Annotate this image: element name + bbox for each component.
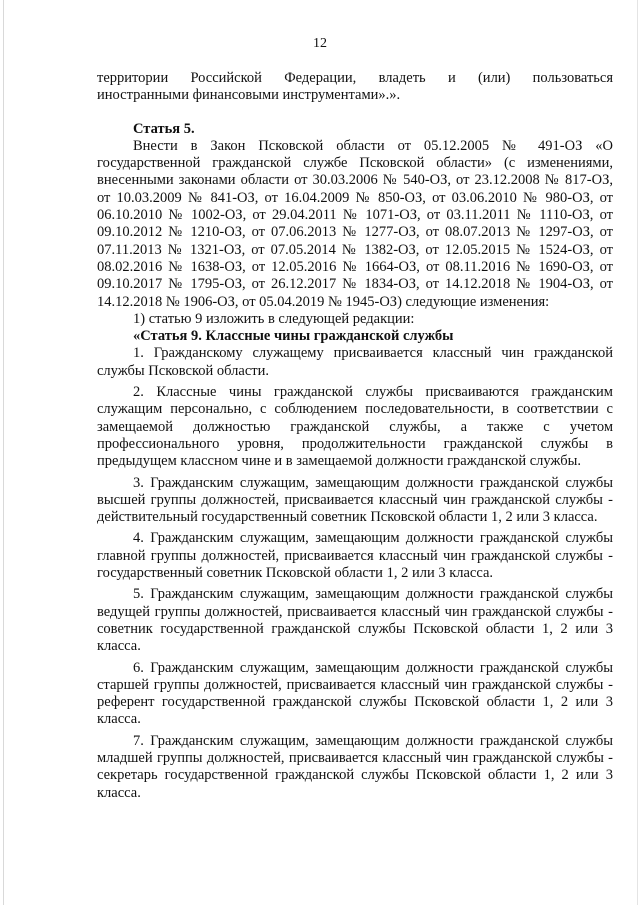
article-9-paragraph-6: 6. Гражданским служащим, замещающим должности гражданской службы старшей группы должностей, присваивается классный чин гражданской службы - референт государственной гражданской службы Псковской области 1, 2 или 3 класса. [97,659,613,728]
article-9-paragraph-4: 4. Гражданским служащим, замещающим должности гражданской службы главной группы должностей, присваивается классный чин гражданской службы - государственный советник Псковской области 1, 2 или 3 класса. [97,530,613,582]
scan-edge-left [3,0,4,905]
article-5-heading: Статья 5. [133,120,195,137]
scan-edge-right [637,0,638,905]
article-9-paragraph-5: 5. Гражданским служащим, замещающим должности гражданской службы ведущей группы должностей, присваивается классный чин гражданской службы - советник государственной гражданской службы Псковской области 1, 2 или 3 класса. [97,586,613,655]
article-9-heading: «Статья 9. Классные чины гражданской службы [133,328,454,345]
document-body [97,70,613,802]
intro-line-2: иностранными финансовыми инструментами».». [97,87,401,104]
amendment-item-1: 1) статью 9 изложить в следующей редакции: [133,310,415,327]
intro-line-1: территории Российской Федерации, владеть и (или) пользоваться [97,70,613,86]
article-5-body: Внести в Закон Псковской области от 05.12.2005 № 491-ОЗ «О государственной гражданской службе Псковской области» (с изменениями, внесенными законами области от 30.03.2006 № 540-ОЗ, от 23.12.2008 № 817-ОЗ, от 10.03.2009 № 841-ОЗ, от 16.04.2009 № 850-ОЗ, от 03.06.2010 № 980-ОЗ, от 06.10.2010 № 1002-ОЗ, от 29.04.2011 № 1071-ОЗ, от 03.11.2011 № 1110-ОЗ, от 09.10.2012 № 1210-ОЗ, от 07.06.2013 № 1277-ОЗ, от 08.07.2013 № 1297-ОЗ, от 07.11.2013 № 1321-ОЗ, от 07.05.2014 № 1382-ОЗ, от 12.05.2015 № 1524-ОЗ, от 08.02.2016 № 1638-ОЗ, от 12.05.2016 № 1664-ОЗ, от 08.11.2016 № 1690-ОЗ, от 09.10.2017 № 1795-ОЗ, от 26.12.2017 № 1834-ОЗ, от 14.12.2018 № 1904-ОЗ, от 14.12.2018 № 1906-ОЗ, от 05.04.2019 № 1945-ОЗ) следующие изменения: [97,137,613,310]
article-9-paragraph-1: 1. Гражданскому служащему присваивается классный чин гражданской службы Псковской области. [97,345,613,379]
article-9-paragraph-2: 2. Классные чины гражданской службы присваиваются гражданским служащим персонально, с соблюдением последовательности, в соответствии с замещаемой должностью гражданской службы, а также с учетом профессионального уровня, продолжительности гражданской службы в предыдущем классном чине и в замещаемой должности гражданской службы. [97,384,613,470]
page-number: 12 [313,36,327,51]
article-9-paragraph-3: 3. Гражданским служащим, замещающим должности гражданской службы высшей группы должностей, присваивается классный чин гражданской службы - действительный государственный советник Псковской области 1, 2 или 3 класса. [97,474,613,526]
article-9-paragraph-7: 7. Гражданским служащим, замещающим должности гражданской службы младшей группы должностей, присваивается классный чин гражданской службы - секретарь государственной гражданской службы Псковской области 1, 2 или 3 класса. [97,732,613,801]
